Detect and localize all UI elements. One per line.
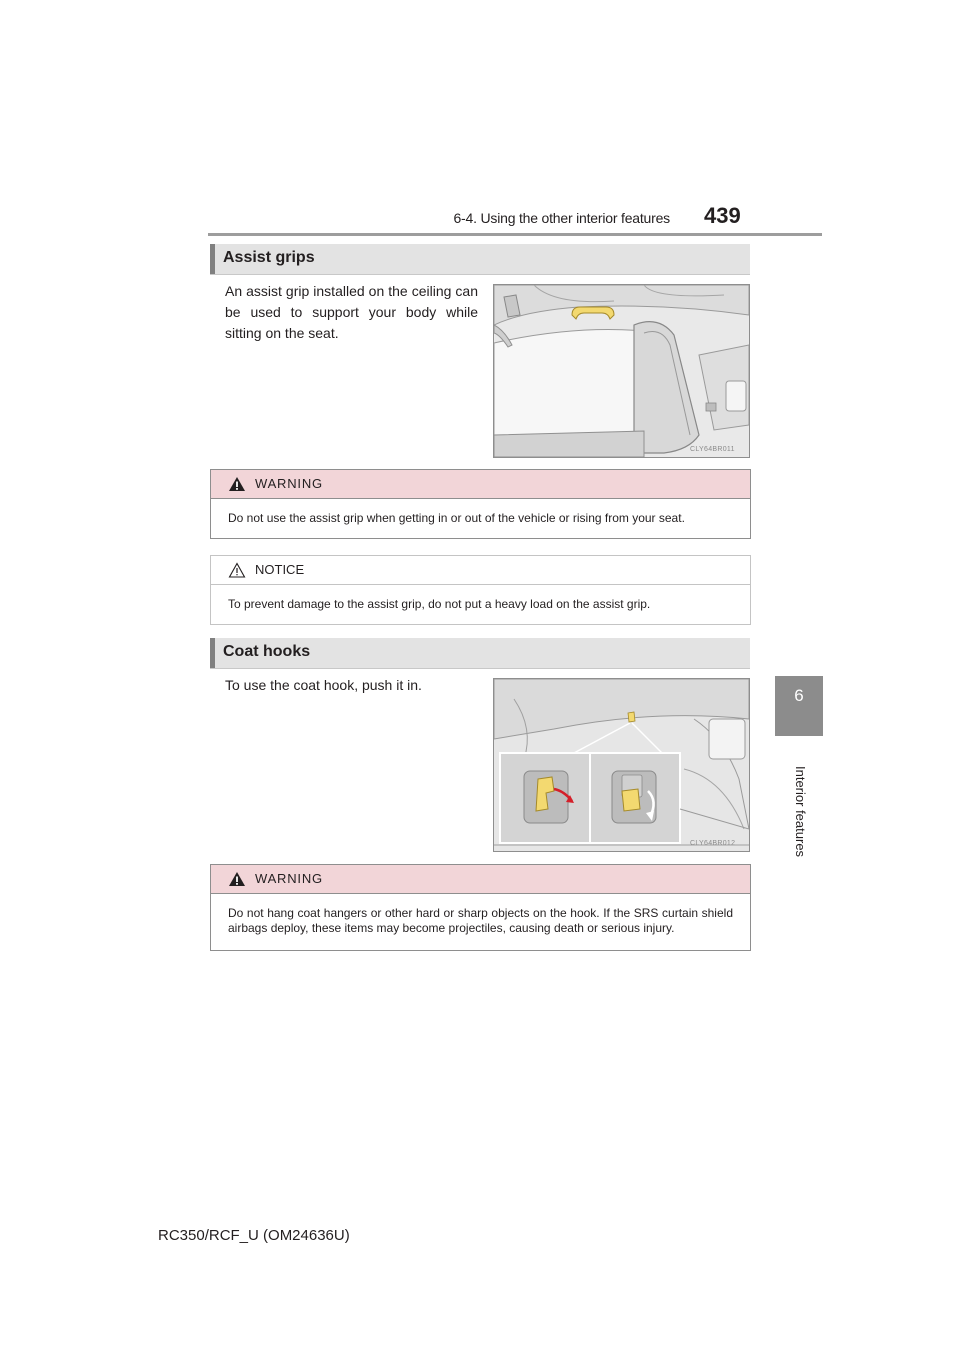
warning-text: Do not hang coat hangers or other hard or sharp objects on the hook. If the SRS curtain shield airbags deploy, these items may become projectiles, causing death or serious injury. (228, 906, 733, 935)
caution-triangle-icon (228, 562, 246, 578)
warning-label: WARNING (255, 871, 323, 886)
assist-grip-drawing (494, 285, 749, 457)
section-heading-text: Assist grips (223, 249, 315, 266)
warning-label: WARNING (255, 476, 323, 491)
figure-code: CLY64BR012 (690, 840, 736, 847)
section-heading-coat-hooks (210, 638, 750, 669)
warning-box-assist-grip (210, 469, 751, 539)
figure-code: CLY64BR011 (690, 446, 735, 453)
assist-grip-illustration (493, 284, 750, 458)
footer-model-code: RC350/RCF_U (OM24636U) (158, 1227, 350, 1244)
notice-header (211, 556, 750, 585)
coat-hook-drawing (494, 679, 749, 851)
coat-hook-illustration (493, 678, 750, 852)
notice-box-assist-grip (210, 555, 751, 625)
warning-triangle-icon (228, 476, 246, 492)
warning-header (211, 470, 750, 499)
assist-grip-description: An assist grip installed on the ceiling can be used to support your body while sitting on the seat. (225, 283, 478, 341)
coat-hook-description: To use the coat hook, push it in. (225, 677, 422, 693)
section-heading-text: Coat hooks (223, 643, 311, 660)
chapter-label-text: Interior features (793, 766, 808, 858)
page-number: 439 (704, 203, 741, 228)
header-rule (208, 233, 822, 236)
chapter-label (792, 766, 808, 858)
chapter-number: 6 (794, 686, 804, 705)
chapter-tab (775, 676, 823, 736)
running-header-title: 6-4. Using the other interior features (453, 210, 670, 226)
notice-label: NOTICE (255, 562, 305, 577)
warning-text: Do not use the assist grip when getting in or out of the vehicle or rising from your seat. (228, 511, 685, 525)
section-heading-assist-grips (210, 244, 750, 275)
warning-triangle-icon (228, 871, 246, 887)
notice-text: To prevent damage to the assist grip, do not put a heavy load on the assist grip. (228, 597, 651, 611)
warning-header (211, 865, 750, 894)
warning-box-coat-hook (210, 864, 751, 951)
